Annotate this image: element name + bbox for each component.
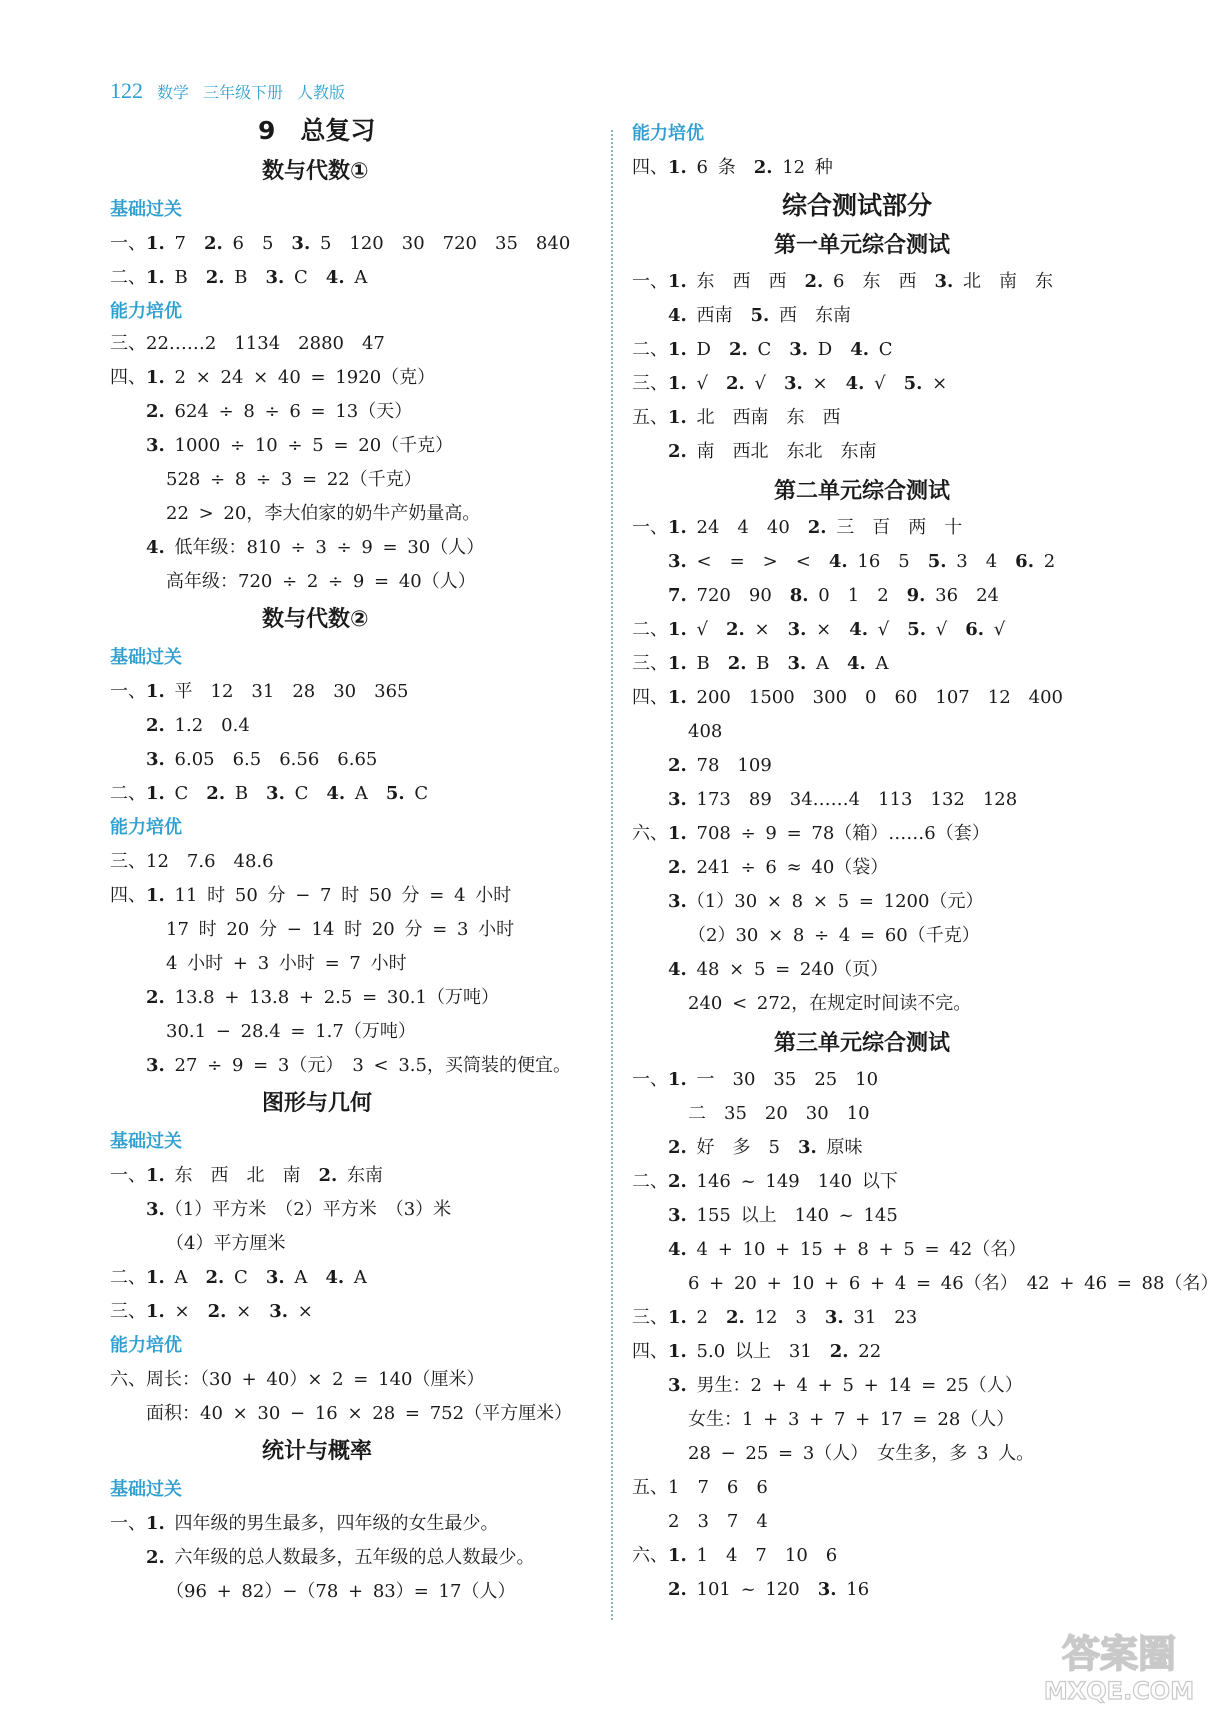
answer-line: 2. 13.8 + 13.8 + 2.5 = 30.1（万吨） [146, 987, 499, 1008]
answer-line: 2 3 7 4 [668, 1511, 768, 1532]
watermark-text: 答案圈 [1061, 1632, 1177, 1676]
answer-line: 2. 101 ~ 120 3. 16 [668, 1579, 870, 1600]
page-header [110, 78, 345, 104]
answer-line: 30.1 − 28.4 = 1.7（万吨） [166, 1021, 416, 1042]
answer-line: 二 35 20 30 10 [688, 1103, 870, 1124]
answer-line: 28 − 25 = 3（人） 女生多，多 3 人。 [688, 1443, 1035, 1464]
answer-line: 4. 4 + 10 + 15 + 8 + 5 = 42（名） [668, 1239, 1027, 1260]
answer-line: 2. 好 多 5 3. 原味 [668, 1137, 863, 1158]
answer-line: 528 ÷ 8 ÷ 3 = 22（千克） [166, 469, 422, 490]
answer-line: 二、2. 146 ~ 149 140 以下 [632, 1171, 898, 1192]
answer-line: 六、周长：（30 + 40）× 2 = 140（厘米） [110, 1369, 485, 1390]
answer-line: 一、1. 四年级的男生最多，四年级的女生最少。 [110, 1513, 499, 1534]
section-heading: 基础过关 [110, 199, 182, 220]
section-heading: 基础过关 [110, 1479, 182, 1500]
answer-line: 2. 1.2 0.4 [146, 715, 250, 736]
section-title: 统计与概率 [262, 1439, 373, 1464]
answer-line: （2）30 × 8 ÷ 4 = 60（千克） [688, 925, 980, 946]
answer-line: 3. 男生：2 + 4 + 5 + 14 = 25（人） [668, 1375, 1023, 1396]
section-heading: 能力培优 [632, 123, 704, 144]
answer-line: 六、1. 1 4 7 10 6 [632, 1545, 838, 1566]
answer-line: 3. < = > < 4. 16 5 5. 3 4 6. 2 [668, 551, 1056, 572]
answer-line: 女生：1 + 3 + 7 + 17 = 28（人） [688, 1409, 1015, 1430]
answer-line: 7. 720 90 8. 0 1 2 9. 36 24 [668, 585, 999, 606]
answer-line: 高年级：720 ÷ 2 ÷ 9 = 40（人） [166, 571, 476, 592]
answer-line: 三、22……2 1134 2880 47 [110, 333, 385, 354]
answer-line: 二、1. C 2. B 3. C 4. A 5. C [110, 783, 429, 804]
answer-line: （96 + 82）−（78 + 83）= 17（人） [166, 1581, 516, 1602]
section-heading: 能力培优 [110, 1335, 182, 1356]
section-heading: 基础过关 [110, 1131, 182, 1152]
section-title: 第一单元综合测试 [774, 233, 951, 258]
answer-line: 2. 78 109 [668, 755, 772, 776]
header-subject: 数学 [157, 83, 190, 102]
answer-line: （4）平方厘米 [166, 1233, 286, 1254]
page-number: 122 [110, 78, 143, 103]
answer-line: 一、1. 一 30 35 25 10 [632, 1069, 879, 1090]
answer-line: 二、1. B 2. B 3. C 4. A [110, 267, 368, 288]
answer-line: 四、1. 200 1500 300 0 60 107 12 400 [632, 687, 1064, 708]
answer-line: 四、1. 11 时 50 分 − 7 时 50 分 = 4 小时 [110, 885, 512, 906]
section-title: 综合测试部分 [782, 191, 933, 220]
section-heading: 能力培优 [110, 301, 182, 322]
answer-line: 四、1. 6 条 2. 12 种 [632, 157, 833, 178]
answer-line: 二、1. A 2. C 3. A 4. A [110, 1267, 367, 1288]
section-heading: 基础过关 [110, 647, 182, 668]
answer-line: 一、1. 7 2. 6 5 3. 5 120 30 720 35 840 [110, 233, 571, 254]
answer-line: 3.（1）平方米 （2）平方米 （3）米 [146, 1199, 452, 1220]
answer-line: 2. 六年级的总人数最多，五年级的总人数最少。 [146, 1547, 535, 1568]
answer-line: 3. 173 89 34……4 113 132 128 [668, 789, 1018, 810]
answer-line: 二、1. D 2. C 3. D 4. C [632, 339, 893, 360]
answer-line: 一、1. 东 西 北 南 2. 东南 [110, 1165, 384, 1186]
answer-line: 4. 低年级：810 ÷ 3 ÷ 9 = 30（人） [146, 537, 485, 558]
answer-line: 一、1. 24 4 40 2. 三 百 两 十 [632, 517, 963, 538]
answer-line: 四、1. 5.0 以上 31 2. 22 [632, 1341, 882, 1362]
header-grade: 三年级下册 [203, 83, 284, 102]
answer-line: 五、1. 北 西南 东 西 [632, 407, 841, 428]
section-title: 数与代数① [262, 159, 369, 184]
answer-line: 3.（1）30 × 8 × 5 = 1200（元） [668, 891, 984, 912]
watermark-logo [1024, 1625, 1214, 1705]
answer-line: 240 < 272，在规定时间读不完。 [688, 993, 972, 1014]
answer-line: 四、1. 2 × 24 × 40 = 1920（克） [110, 367, 436, 388]
answer-line: 3. 27 ÷ 9 = 3（元） 3 < 3.5，买筒装的便宜。 [146, 1055, 571, 1076]
watermark-url: MXQE.COM [1043, 1677, 1195, 1705]
section-title: 图形与几何 [262, 1091, 373, 1116]
answer-line: 3. 1000 ÷ 10 ÷ 5 = 20（千克） [146, 435, 454, 456]
section-title: 9 总复习 [258, 116, 376, 145]
answer-line: 三、1. √ 2. √ 3. × 4. √ 5. × [632, 373, 948, 394]
answer-line: 一、1. 平 12 31 28 30 365 [110, 681, 409, 702]
section-title: 数与代数② [262, 607, 369, 632]
answer-line: 3. 155 以上 140 ~ 145 [668, 1205, 898, 1226]
header-edition: 人教版 [297, 83, 346, 102]
answer-line: 三、1. B 2. B 3. A 4. A [632, 653, 889, 674]
answer-line: 4. 西南 5. 西 东南 [668, 305, 852, 326]
answer-line: 五、1 7 6 6 [632, 1477, 768, 1498]
answer-line: 22 > 20，李大伯家的奶牛产奶量高。 [166, 503, 481, 524]
answer-line: 4. 48 × 5 = 240（页） [668, 959, 889, 980]
answer-line: 三、1. 2 2. 12 3 3. 31 23 [632, 1307, 918, 1328]
answer-line: 3. 6.05 6.5 6.56 6.65 [146, 749, 378, 770]
answer-line: 一、1. 东 西 西 2. 6 东 西 3. 北 南 东 [632, 271, 1054, 292]
answer-line: 17 时 20 分 − 14 时 20 分 = 3 小时 [166, 919, 515, 940]
answer-line: 6 + 20 + 10 + 6 + 4 = 46（名） 42 + 46 = 88（名） [688, 1273, 1219, 1294]
section-heading: 能力培优 [110, 817, 182, 838]
answer-line: 2. 241 ÷ 6 ≈ 40（袋） [668, 857, 889, 878]
answer-line: 二、1. √ 2. × 3. × 4. √ 5. √ 6. √ [632, 619, 1006, 640]
answer-line: 2. 624 ÷ 8 ÷ 6 = 13（天） [146, 401, 413, 422]
answer-line: 408 [688, 721, 723, 742]
section-title: 第二单元综合测试 [774, 479, 951, 504]
column-divider [611, 130, 613, 1620]
section-title: 第三单元综合测试 [774, 1031, 951, 1056]
answer-line: 六、1. 708 ÷ 9 = 78（箱）……6（套） [632, 823, 990, 844]
answer-line: 面积：40 × 30 − 16 × 28 = 752（平方厘米） [146, 1403, 573, 1424]
answer-line: 2. 南 西北 东北 东南 [668, 441, 877, 462]
answer-line: 4 小时 + 3 小时 = 7 小时 [166, 953, 407, 974]
answer-line: 三、12 7.6 48.6 [110, 851, 274, 872]
answer-line: 三、1. × 2. × 3. × [110, 1301, 313, 1322]
